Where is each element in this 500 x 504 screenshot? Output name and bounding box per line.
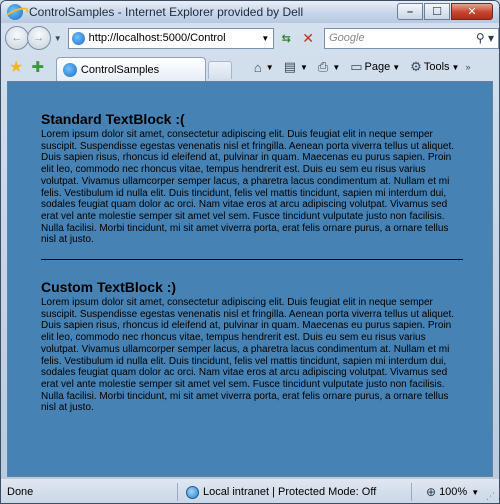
tab-row	[1, 53, 499, 81]
address-bar-row	[1, 23, 499, 53]
globe-icon	[186, 486, 199, 499]
new-tab-button[interactable]	[208, 61, 232, 79]
recent-pages-dropdown[interactable]: ▼	[53, 33, 62, 43]
zoom-level: 100%	[439, 486, 468, 498]
internet-explorer-icon	[7, 4, 23, 20]
zone-label: Local intranet | Protected Mode: Off	[203, 486, 377, 498]
stop-button[interactable]	[298, 28, 318, 48]
custom-textblock-heading: Custom TextBlock :)	[41, 279, 177, 296]
security-zone[interactable]	[186, 486, 411, 499]
gear-icon: ⚙	[410, 59, 422, 74]
print-icon: ⎙	[317, 59, 329, 74]
back-button[interactable]	[5, 26, 29, 50]
print-button[interactable]: ⎙ ▼	[317, 59, 341, 74]
custom-textblock-paragraph: Lorem ipsum dolor sit amet, consectetur adipiscing elit. Duis feugiat elit in neque semper suscipit. Suspendisse egestas venenatis nisl et fringilla. Aenean porta viverra tellus ut aliquet. Duis sapien risus, rhoncus id eleifend at, pulvinar in quam. Maecenas eu purus sapien. Proin elit leo, commodo nec rhoncus vitae, tempus hendrerit est. Duis eu sem eu risus varius volutpat. Vivamus ullamcorper semper lacus, a pharetra lacus condimentum at. Nullam et mi felis. Vestibulum id nulla elit. Duis tincidunt, felis vel mattis tincidunt, sapien mi interdum dui, sodales feugiat quam dolor ac orci. Nam vitae eros at arcu adipiscing volutpat. Vivamus sed erat vel ante molestie semper sit amet vel sem. Fusce tincidunt vulputate justo non facilisis. Nulla facilisi. Morbi tincidunt, mi sit amet viverra porta, erat felis ornare purus, a ornare tellus nisl at justo.	[41, 297, 455, 414]
forward-arrow-icon: →	[33, 32, 45, 44]
feeds-icon: ▤	[283, 59, 296, 74]
section-divider	[41, 259, 463, 260]
close-button[interactable]: ✕	[451, 3, 493, 20]
status-bar	[1, 479, 499, 504]
page-content	[41, 111, 465, 414]
tab-controlsamples[interactable]	[56, 57, 206, 81]
address-input[interactable]	[68, 28, 275, 49]
tools-menu[interactable]: ⚙ Tools ▼	[410, 59, 460, 74]
command-bar	[244, 59, 471, 75]
refresh-icon: ⇆	[281, 32, 291, 45]
status-separator	[177, 483, 178, 501]
tab-favicon-icon	[63, 63, 77, 77]
status-text: Done	[7, 486, 34, 498]
page-icon: ▭	[350, 59, 363, 74]
zoom-dropdown-icon: ▼	[471, 487, 480, 497]
tools-menu-label: Tools	[423, 61, 450, 73]
tab-label: ControlSamples	[80, 63, 160, 76]
home-icon: ⌂	[253, 59, 262, 75]
resize-grip-icon[interactable]: ⋰	[486, 491, 495, 501]
back-arrow-icon: ←	[11, 32, 23, 44]
search-placeholder: Google	[329, 32, 365, 44]
more-commands-chevron-icon[interactable]: »	[465, 62, 471, 72]
maximize-button[interactable]: ☐	[424, 3, 450, 20]
window-title: ControlSamples - Internet Explorer provided by Dell	[29, 5, 304, 19]
title-bar[interactable]	[1, 1, 499, 23]
minimize-button[interactable]: –	[397, 3, 423, 20]
add-favorites-icon[interactable]: ✚	[31, 59, 44, 76]
forward-button[interactable]	[27, 26, 51, 50]
page-favicon-icon	[72, 32, 85, 45]
status-separator-2	[411, 483, 412, 501]
standard-textblock-paragraph: Lorem ipsum dolor sit amet, consectetur adipiscing elit. Duis feugiat elit in neque semper suscipit. Suspendisse egestas venenatis nisl et fringilla. Aenean porta viverra tellus ut aliquet. Duis sapien risus, rhoncus id eleifend at, pulvinar in quam. Maecenas eu purus sapien. Proin elit leo, commodo nec rhoncus vitae, tempus hendrerit est. Duis eu sem eu risus varius volutpat. Vivamus ullamcorper semper lacus, a pharetra lacus condimentum at. Nullam et mi felis. Vestibulum id nulla elit. Duis tincidunt, felis vel mattis tincidunt, sapien mi interdum dui, sodales feugiat quam dolor ac orci. Nam vitae eros at arcu adipiscing volutpat. Vivamus sed erat vel ante molestie semper sit amet vel sem. Fusce tincidunt vulputate justo non facilisis. Nulla facilisi. Morbi tincidunt, mi sit amet viverra porta, erat felis ornare purus, a ornare tellus nisl at justo.	[41, 129, 455, 246]
stop-icon: ✕	[302, 29, 315, 46]
standard-textblock-heading: Standard TextBlock :(	[41, 111, 185, 127]
search-input[interactable]	[324, 28, 499, 49]
feeds-button[interactable]: ▤ ▼	[283, 59, 308, 74]
window-controls	[396, 3, 493, 20]
favorites-star-icon[interactable]: ★	[9, 59, 24, 76]
zoom-control[interactable]	[426, 485, 479, 499]
page-menu-label: Page	[364, 61, 391, 73]
refresh-button[interactable]	[276, 28, 296, 48]
page-viewport	[7, 81, 493, 477]
home-button[interactable]: ⌂ ▼	[253, 59, 274, 75]
search-icon[interactable]: ⚲ ▾	[475, 31, 494, 45]
zoom-icon: ⊕	[426, 485, 437, 499]
address-dropdown[interactable]: ▼	[261, 33, 270, 43]
url-text[interactable]: http://localhost:5000/Control	[88, 32, 226, 44]
page-menu[interactable]: ▭ Page ▼	[350, 59, 401, 74]
